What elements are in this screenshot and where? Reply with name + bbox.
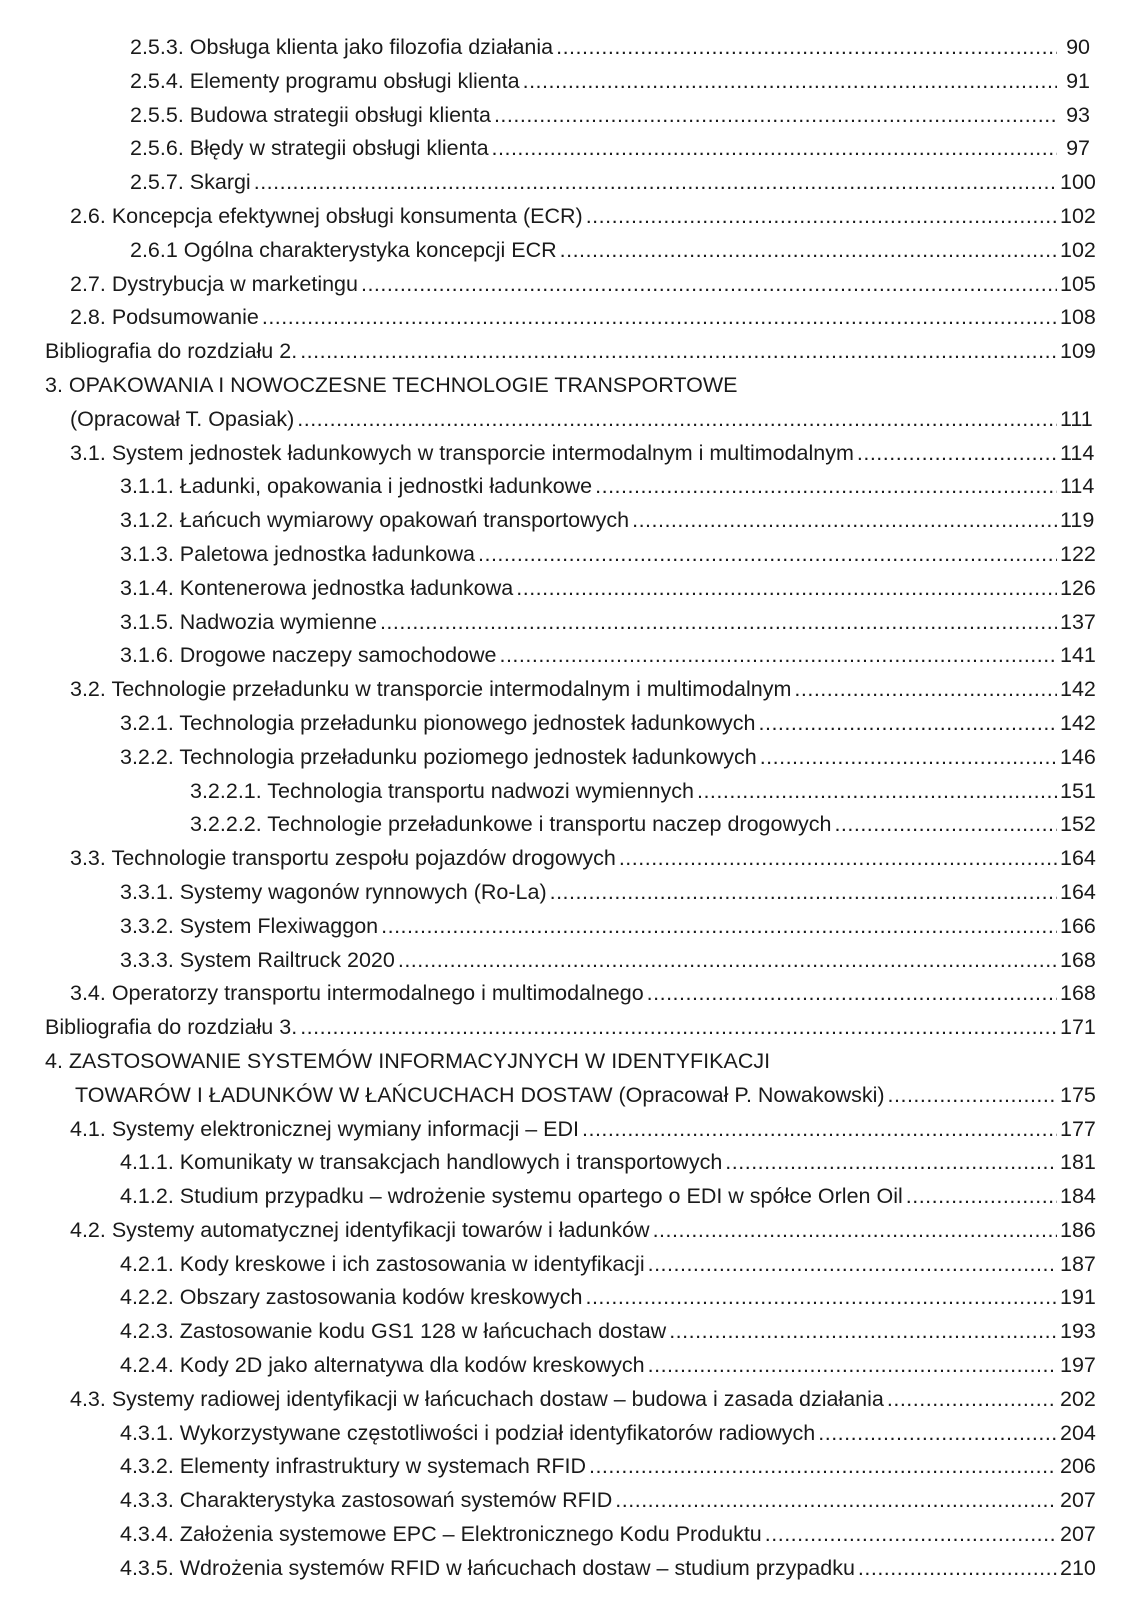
dot-leader <box>648 1349 1057 1383</box>
toc-entry-line <box>70 842 1096 876</box>
toc-entry <box>0 1518 1130 1552</box>
toc-entry-line <box>120 639 1096 673</box>
toc-entry <box>0 639 1130 673</box>
toc-entry <box>0 1113 1130 1147</box>
dot-leader <box>632 504 1057 538</box>
toc-entry <box>0 1146 1130 1180</box>
dot-leader <box>516 572 1057 606</box>
toc-entry-title: 4.2. Systemy automatycznej identyfikacji towarów i ładunków <box>70 1217 650 1242</box>
toc-entry-page-number: 119 <box>1060 508 1095 533</box>
dot-leader <box>858 1552 1057 1586</box>
dot-leader <box>697 775 1057 809</box>
toc-entry-page-number: 171 <box>1060 1015 1096 1040</box>
toc-entry-page-number: 122 <box>1060 541 1096 566</box>
toc-entry-title: 4.1. Systemy elektronicznej wymiany informacji – EDI <box>70 1116 580 1141</box>
toc-entry-line <box>120 538 1096 572</box>
toc-entry-page-number: 193 <box>1060 1319 1096 1344</box>
dot-leader <box>759 707 1058 741</box>
toc-entry-line <box>130 99 1090 133</box>
toc-entry <box>0 808 1130 842</box>
toc-entry <box>0 673 1130 707</box>
toc-entry-title: (Opracował T. Opasiak) <box>70 406 295 431</box>
toc-entry-line <box>120 606 1096 640</box>
toc-entry-line <box>120 1349 1096 1383</box>
toc-entry-line <box>130 234 1096 268</box>
toc-entry-page-number: 108 <box>1060 305 1096 330</box>
toc-entry-page-number: 146 <box>1060 744 1096 769</box>
toc-entry-title: 3.1.5. Nadwozia wymienne <box>120 609 377 634</box>
toc-entry-line <box>70 1214 1096 1248</box>
toc-entry <box>0 1450 1130 1484</box>
toc-entry-page-number: 166 <box>1060 913 1096 938</box>
toc-entry <box>0 65 1130 99</box>
toc-entry <box>0 1045 1130 1079</box>
dot-leader <box>595 470 1057 504</box>
toc-entry <box>0 1079 1130 1113</box>
toc-entry-line <box>120 572 1096 606</box>
toc-entry-page-number: 206 <box>1060 1454 1096 1479</box>
toc-entry-line <box>190 808 1096 842</box>
toc-entry <box>0 1281 1130 1315</box>
toc-entry-title: 4.2.3. Zastosowanie kodu GS1 128 w łańcuchach dostaw <box>120 1319 667 1344</box>
toc-entry-line <box>70 268 1096 302</box>
toc-entry-title: 4.3.4. Założenia systemowe EPC – Elektronicznego Kodu Produktu <box>120 1522 762 1547</box>
toc-entry-line <box>45 369 738 403</box>
toc-entry-title: 4.3.3. Charakterystyka zastosowań systemów RFID <box>120 1488 613 1513</box>
toc-entry-page-number: 210 <box>1060 1555 1096 1580</box>
toc-entry-page-number: 90 <box>1066 35 1090 59</box>
dot-leader <box>262 301 1057 335</box>
toc-entry <box>0 99 1130 133</box>
toc-entry <box>0 538 1130 572</box>
toc-entry-page-number: 141 <box>1060 643 1096 668</box>
toc-entry <box>0 944 1130 978</box>
toc-entry-title: 3.2.2.2. Technologie przeładunkowe i transportu naczep drogowych <box>190 812 832 837</box>
toc-entry <box>0 741 1130 775</box>
toc-entry-title: 3.2.1. Technologia przeładunku pionowego jednostek ładunkowych <box>120 710 756 735</box>
toc-entry-page-number: 191 <box>1060 1285 1096 1310</box>
toc-entry-title: 2.5.3. Obsługa klienta jako filozofia działania <box>130 35 554 59</box>
toc-entry <box>0 1417 1130 1451</box>
dot-leader <box>582 1113 1057 1147</box>
toc-entry-title: 4.2.2. Obszary zastosowania kodów kreskowych <box>120 1285 583 1310</box>
toc-entry-page-number: 202 <box>1060 1386 1096 1411</box>
toc-entry <box>0 369 1130 403</box>
toc-entry-page-number: 177 <box>1060 1116 1096 1141</box>
toc-entry-page-number: 126 <box>1060 575 1096 600</box>
toc-entry <box>0 31 1130 65</box>
toc-entry <box>0 1011 1130 1045</box>
toc-entry-page-number: 164 <box>1060 846 1096 871</box>
toc-entry-line <box>120 1315 1096 1349</box>
toc-entry-line <box>70 403 1093 437</box>
toc-entry <box>0 977 1130 1011</box>
toc-entry-title: 4.2.1. Kody kreskowe i ich zastosowania w identyfikacji <box>120 1251 645 1276</box>
toc-entry-title: 2.7. Dystrybucja w marketingu <box>70 271 358 296</box>
dot-leader <box>906 1180 1057 1214</box>
dot-leader <box>648 1248 1057 1282</box>
toc-entry-page-number: 142 <box>1060 677 1096 702</box>
toc-entry-title: 3.3. Technologie transportu zespołu pojazdów drogowych <box>70 846 616 871</box>
dot-leader <box>492 132 1057 166</box>
dot-leader <box>765 1518 1057 1552</box>
dot-leader <box>669 1315 1057 1349</box>
toc-entry-line <box>120 944 1096 978</box>
toc-entry-page-number: 175 <box>1060 1082 1096 1107</box>
toc-entry-line <box>45 1045 770 1079</box>
toc-entry-line <box>45 1011 1096 1045</box>
dot-leader <box>615 1484 1057 1518</box>
toc-entry <box>0 1383 1130 1417</box>
dot-leader <box>887 1383 1057 1417</box>
toc-entry-page-number: 152 <box>1060 812 1096 837</box>
dot-leader <box>834 808 1057 842</box>
toc-entry-page-number: 181 <box>1060 1150 1096 1175</box>
toc-entry-title: 4.3.5. Wdrożenia systemów RFID w łańcuchach dostaw – studium przypadku <box>120 1555 855 1580</box>
toc-entry-page-number: 91 <box>1066 68 1090 93</box>
toc-entry-line <box>120 470 1095 504</box>
toc-entry-page-number: 151 <box>1060 778 1096 803</box>
toc-entry-line <box>120 910 1096 944</box>
toc-entry <box>0 166 1130 200</box>
toc-entry-title: 4.1.1. Komunikaty w transakcjach handlowych i transportowych <box>120 1150 723 1175</box>
table-of-contents <box>0 31 1130 1586</box>
toc-entry-page-number: 109 <box>1060 339 1096 364</box>
dot-leader <box>254 166 1057 200</box>
toc-entry-page-number: 207 <box>1060 1522 1096 1547</box>
dot-leader <box>560 234 1057 268</box>
toc-entry-page-number: 114 <box>1060 440 1095 465</box>
toc-entry-page-number: 197 <box>1060 1353 1096 1378</box>
dot-leader <box>725 1146 1057 1180</box>
toc-entry-title: 3.1.4. Kontenerowa jednostka ładunkowa <box>120 575 514 600</box>
toc-entry-title: 3.4. Operatorzy transportu intermodalnego i multimodalnego <box>70 981 644 1006</box>
dot-leader <box>523 65 1057 99</box>
toc-entry-line <box>190 775 1096 809</box>
toc-entry <box>0 301 1130 335</box>
toc-entry-page-number: 137 <box>1060 609 1096 634</box>
toc-entry-title: 2.5.5. Budowa strategii obsługi klienta <box>130 102 491 127</box>
toc-entry <box>0 437 1130 471</box>
toc-entry-page-number: 102 <box>1060 203 1096 228</box>
toc-entry-page-number: 204 <box>1060 1420 1096 1445</box>
dot-leader <box>300 335 1057 369</box>
dot-leader <box>398 944 1057 978</box>
toc-entry-title: 3.1.3. Paletowa jednostka ładunkowa <box>120 541 475 566</box>
dot-leader <box>494 99 1057 133</box>
dot-leader <box>586 200 1057 234</box>
toc-entry-title: 4.3. Systemy radiowej identyfikacji w łańcuchach dostaw – budowa i zasada działania <box>70 1386 884 1411</box>
toc-entry-title: 2.6.1 Ogólna charakterystyka koncepcji ECR <box>130 237 557 262</box>
dot-leader <box>380 606 1057 640</box>
toc-entry-line <box>70 1383 1096 1417</box>
toc-entry-page-number: 187 <box>1060 1251 1096 1276</box>
toc-entry-title: Bibliografia do rozdziału 2. <box>45 339 298 364</box>
toc-entry-page-number: 168 <box>1060 981 1096 1006</box>
toc-entry-page-number: 105 <box>1060 271 1096 296</box>
toc-entry-line <box>120 741 1096 775</box>
toc-entry <box>0 1214 1130 1248</box>
toc-entry-line <box>70 977 1096 1011</box>
toc-entry-line <box>120 1417 1096 1451</box>
toc-entry-line <box>120 1552 1096 1586</box>
dot-leader <box>653 1214 1057 1248</box>
toc-entry-title: TOWARÓW I ŁADUNKÓW W ŁAŃCUCHACH DOSTAW (Opracował P. Nowakowski) <box>75 1082 885 1107</box>
toc-entry-line <box>70 200 1096 234</box>
toc-entry <box>0 268 1130 302</box>
toc-entry-page-number: 93 <box>1066 102 1090 127</box>
dot-leader <box>760 741 1057 775</box>
toc-entry <box>0 234 1130 268</box>
toc-entry-line <box>75 1079 1096 1113</box>
toc-entry-line <box>120 1518 1096 1552</box>
dot-leader <box>619 842 1057 876</box>
toc-entry-page-number: 164 <box>1060 879 1096 904</box>
toc-entry-page-number: 207 <box>1060 1488 1096 1513</box>
toc-entry <box>0 876 1130 910</box>
toc-entry-title: 3.3.1. Systemy wagonów rynnowych (Ro-La) <box>120 879 547 904</box>
dot-leader <box>556 31 1057 65</box>
toc-entry-line <box>120 1484 1096 1518</box>
toc-entry-title: 3.3.2. System Flexiwaggon <box>120 913 379 938</box>
dot-leader <box>300 1011 1057 1045</box>
toc-entry-page-number: 142 <box>1060 710 1096 735</box>
toc-entry-title: 3.1.1. Ładunki, opakowania i jednostki ładunkowe <box>120 474 593 499</box>
toc-entry <box>0 403 1130 437</box>
toc-entry <box>0 200 1130 234</box>
toc-entry <box>0 775 1130 809</box>
toc-entry-line <box>120 1450 1096 1484</box>
toc-entry <box>0 1315 1130 1349</box>
toc-entry-title: 3.1.2. Łańcuch wymiarowy opakowań transportowych <box>120 508 630 533</box>
toc-entry <box>0 707 1130 741</box>
toc-entry-line <box>120 1248 1096 1282</box>
toc-entry-title: 3. OPAKOWANIA I NOWOCZESNE TECHNOLOGIE TRANSPORTOWE <box>45 372 738 397</box>
toc-entry-line <box>120 1180 1096 1214</box>
toc-entry-page-number: 186 <box>1060 1217 1096 1242</box>
dot-leader <box>857 437 1057 471</box>
dot-leader <box>585 1281 1057 1315</box>
toc-entry-title: 2.5.7. Skargi <box>130 170 251 195</box>
toc-entry-title: 4.1.2. Studium przypadku – wdrożenie systemu opartego o EDI w spółce Orlen Oil <box>120 1184 903 1209</box>
dot-leader <box>361 268 1057 302</box>
dot-leader <box>550 876 1057 910</box>
toc-entry-title: 4.2.4. Kody 2D jako alternatywa dla kodów kreskowych <box>120 1353 645 1378</box>
toc-entry <box>0 1248 1130 1282</box>
toc-entry <box>0 504 1130 538</box>
toc-entry-line <box>70 301 1096 335</box>
toc-entry <box>0 1180 1130 1214</box>
toc-entry <box>0 1349 1130 1383</box>
toc-entry <box>0 470 1130 504</box>
toc-entry-line <box>70 437 1095 471</box>
toc-entry-title: 4.3.1. Wykorzystywane częstotliwości i podział identyfikatorów radiowych <box>120 1420 816 1445</box>
dot-leader <box>888 1079 1057 1113</box>
toc-entry-title: 4.3.2. Elementy infrastruktury w systemach RFID <box>120 1454 586 1479</box>
toc-entry-line <box>130 132 1090 166</box>
toc-entry-line <box>120 876 1096 910</box>
toc-entry <box>0 910 1130 944</box>
toc-entry-page-number: 100 <box>1060 170 1096 195</box>
toc-entry-line <box>120 1146 1096 1180</box>
toc-entry-line <box>130 65 1090 99</box>
toc-entry <box>0 1552 1130 1586</box>
toc-entry-title: 3.3.3. System Railtruck 2020 <box>120 947 395 972</box>
toc-entry-line <box>130 166 1096 200</box>
toc-entry-page-number: 114 <box>1060 474 1095 499</box>
toc-entry-line <box>120 707 1096 741</box>
dot-leader <box>818 1417 1057 1451</box>
toc-entry-title: 2.8. Podsumowanie <box>70 305 259 330</box>
dot-leader <box>499 639 1057 673</box>
dot-leader <box>589 1450 1057 1484</box>
dot-leader <box>647 977 1057 1011</box>
toc-entry-line <box>45 335 1096 369</box>
toc-entry <box>0 606 1130 640</box>
toc-entry-title: 3.2.2.1. Technologia transportu nadwozi wymiennych <box>190 778 694 803</box>
dot-leader <box>478 538 1057 572</box>
toc-entry-line <box>70 673 1096 707</box>
dot-leader <box>794 673 1057 707</box>
toc-entry-title: 3.1. System jednostek ładunkowych w transporcie intermodalnym i multimodalnym <box>70 440 854 465</box>
toc-entry-page-number: 97 <box>1066 136 1090 161</box>
toc-entry-title: 2.6. Koncepcja efektywnej obsługi konsumenta (ECR) <box>70 203 583 228</box>
toc-entry-line <box>70 1113 1096 1147</box>
toc-entry-title: 3.2.2. Technologia przeładunku poziomego jednostek ładunkowych <box>120 744 757 769</box>
toc-entry-title: Bibliografia do rozdziału 3. <box>45 1015 298 1040</box>
toc-entry <box>0 842 1130 876</box>
toc-entry <box>0 335 1130 369</box>
toc-entry <box>0 572 1130 606</box>
toc-entry-line <box>120 504 1095 538</box>
toc-entry-title: 2.5.4. Elementy programu obsługi klienta <box>130 68 520 93</box>
toc-entry-title: 4. ZASTOSOWANIE SYSTEMÓW INFORMACYJNYCH W IDENTYFIKACJI <box>45 1048 771 1073</box>
dot-leader <box>297 403 1057 437</box>
toc-entry-line <box>120 1281 1096 1315</box>
toc-entry-title: 2.5.6. Błędy w strategii obsługi klienta <box>130 136 489 161</box>
toc-entry-page-number: 102 <box>1060 237 1096 262</box>
toc-entry-line <box>130 31 1090 65</box>
toc-entry-page-number: 168 <box>1060 947 1096 972</box>
toc-entry <box>0 132 1130 166</box>
dot-leader <box>381 910 1057 944</box>
toc-entry-title: 3.1.6. Drogowe naczepy samochodowe <box>120 643 497 668</box>
toc-entry-page-number: 184 <box>1060 1184 1096 1209</box>
toc-entry-title: 3.2. Technologie przeładunku w transporcie intermodalnym i multimodalnym <box>70 677 792 702</box>
toc-entry <box>0 1484 1130 1518</box>
toc-entry-page-number: 111 <box>1060 406 1093 431</box>
